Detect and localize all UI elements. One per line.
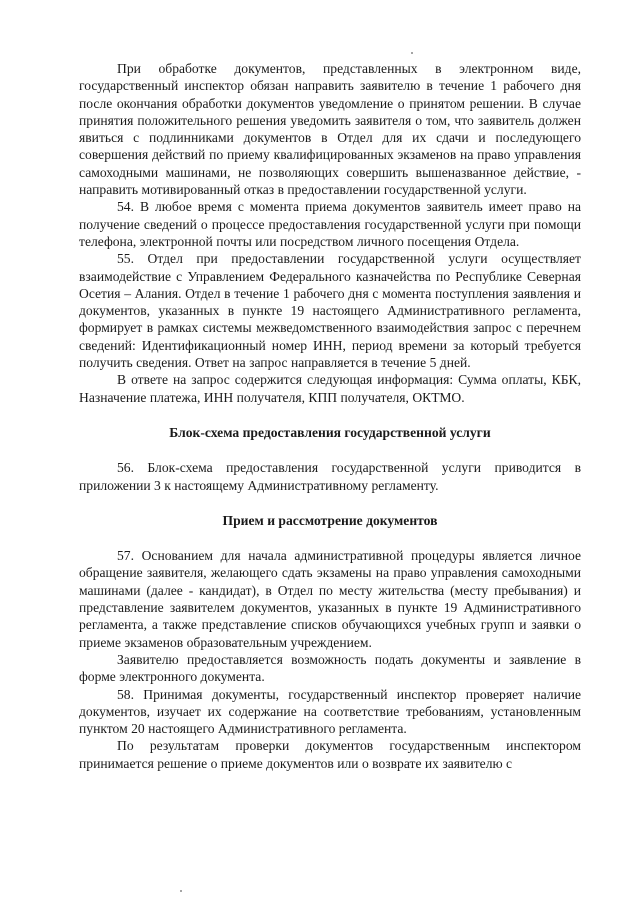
- scan-speck: [180, 890, 182, 892]
- scan-speck: [411, 52, 413, 54]
- paragraph-56: 56. Блок-схема предоставления государственной услуги приводится в приложении 3 к настоящему Административному регламенту.: [79, 460, 581, 493]
- paragraph-notification: При обработке документов, представленных в электронном виде, государственный инспектор обязан направить заявителю в течение 1 рабочего дня после окончания обработки документов уведомление о принятом решении. В случае принятия положительного решения уведомить заявителя о том, что заявитель должен явиться с подлинниками документов в Отдел для их сдачи и последующего совершения действий по приему квалифицированных экзаменов на право управления самоходными машинами, не позволяющих совершить вышеназванное действие, - направить мотивированный отказ в предоставлении государственной услуги.: [79, 61, 581, 198]
- paragraph-57: 57. Основанием для начала административной процедуры является личное обращение заявителя, желающего сдать экзамены на право управления самоходными машинами (далее - кандидат), в Отдел по месту жительства (месту пребывания) и представление заявителем документов, указанных в пункте 19 Административного регламента, а также представление списков обучающихся учебных групп и заявки о приеме экзаменов образовательным учреждением.: [79, 548, 581, 650]
- document-page: [79, 60, 581, 772]
- paragraph-54: 54. В любое время с момента приема документов заявитель имеет право на получение сведений о процессе предоставления государственной услуги при помощи телефона, электронной почты или посредством личного посещения Отдела.: [79, 199, 581, 249]
- paragraph-decision: По результатам проверки документов государственным инспектором принимается решение о приеме документов или о возврате их заявителю с: [79, 738, 581, 771]
- paragraph-58: 58. Принимая документы, государственный инспектор проверяет наличие документов, изучает их содержание на соответствие требованиям, установленным пунктом 20 настоящего Административного регламента.: [79, 686, 581, 737]
- paragraph-electronic-submission: Заявителю предоставляется возможность подать документы и заявление в форме электронного документа.: [79, 651, 581, 685]
- paragraph-response-info: В ответе на запрос содержится следующая информация: Сумма оплаты, КБК, Назначение платежа, ИНН получателя, КПП получателя, ОКТМО.: [79, 372, 581, 405]
- paragraph-55: 55. Отдел при предоставлении государственной услуги осуществляет взаимодействие с Управлением Федерального казначейства по Республике Северная Осетия – Алания. Отдел в течение 1 рабочего дня с момента поступления заявления и документов, указанных в пункте 19 настоящего Административного регламента, формирует в рамках системы межведомственного взаимодействия запрос с перечнем сведений: Идентификационный номер ИНН, период времени за который требуется получить сведения. Ответ на запрос направляется в течение 5 дней.: [79, 251, 581, 371]
- section-heading-reception: Прием и рассмотрение документов: [222, 512, 438, 528]
- section-heading-flowchart: Блок-схема предоставления государственной услуги: [169, 424, 491, 440]
